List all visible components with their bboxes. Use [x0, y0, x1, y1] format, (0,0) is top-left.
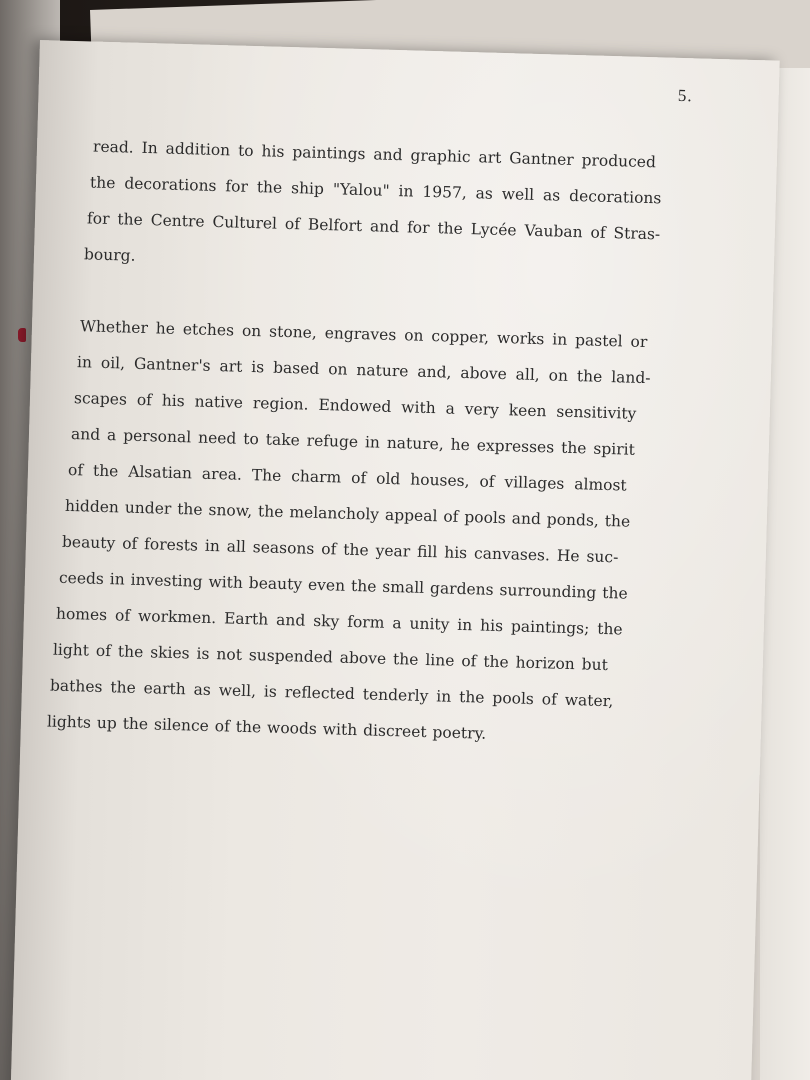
text-line: in oil, Gantner's art is based on nature and, above all, on the land-	[76, 353, 651, 388]
text-line: read. In addition to his paintings and graphic art Gantner produced	[92, 137, 657, 172]
red-bookmark-tip	[18, 328, 26, 342]
text-line: light of the skies is not suspended above the line of the horizon but	[52, 640, 609, 675]
text-line: homes of workmen. Earth and sky form a unity in his paintings; the	[55, 604, 623, 639]
text-line: bourg.	[83, 245, 136, 265]
text-line: of the Alsatian area. The charm of old houses, of villages almost	[67, 460, 627, 495]
text-line: the decorations for the ship "Yalou" in 1957, as well as decorations	[89, 173, 662, 208]
text-line: bathes the earth as well, is reflected tenderly in the pools of water,	[49, 676, 614, 711]
text-line: beauty of forests in all seasons of the year fill his canvases. He suc-	[61, 532, 619, 567]
text-line: for the Centre Culturel of Belfort and for the Lycée Vauban of Stras-	[86, 209, 661, 244]
page-number: 5.	[677, 85, 693, 106]
text-line: lights up the silence of the woods with discreet poetry.	[46, 712, 487, 743]
text-line: and a personal need to take refuge in nature, he expresses the spirit	[70, 425, 636, 459]
text-line: hidden under the snow, the melancholy appeal of pools and ponds, the	[64, 496, 631, 531]
text-line: Whether he etches on stone, engraves on copper, works in pastel or	[79, 317, 648, 352]
text-line: ceeds in investing with beauty even the small gardens surrounding the	[58, 568, 628, 603]
body-text	[46, 137, 685, 743]
text-line: scapes of his native region. Endowed with a very keen sensitivity	[73, 389, 637, 423]
document-page	[10, 40, 779, 1080]
